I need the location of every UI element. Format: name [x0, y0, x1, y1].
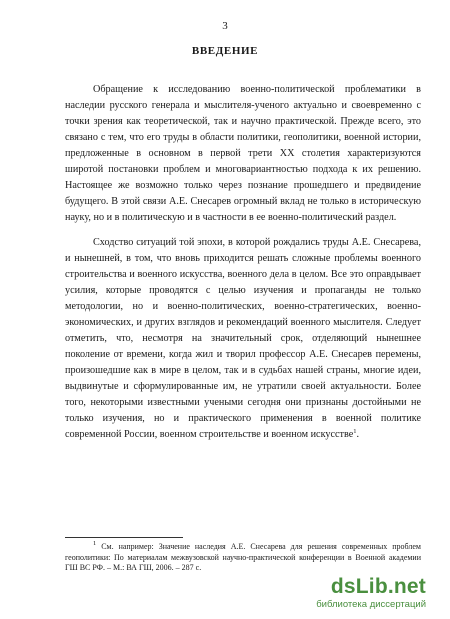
footnote-marker: 1 [93, 540, 97, 547]
paragraph-text: Сходство ситуаций той эпохи, в которой рождались труды А.Е. Снесарева, и нынешней, в том, что вновь приходится решать сложные проблемы военного строительства и военного искусства, военного дела в целом. Все это оправдывает усилия, которые проводятся с целью изучения и пропаганды не только методологии, но и военно-политических, военно-стратегических, военно-экономических, и других взглядов и рекомендаций военного мыслителя. Следует отметить, что, несмотря на значительный срок, отделяющий нынешнее поколение от времени, когда жил и творил профессор А.Е. Снесарев перемены, произошедшие как в мире в целом, так и в судьбах нашей страны, многие идеи, выдвинутые и сформулированные им, не утратили своей актуальности. Более того, некоторыми известными учеными сегодня они признаны достойными не только изучения, но и практического применения в военной политике современной России, военном строительстве и военном искусстве [65, 237, 421, 440]
paragraph: Обращение к исследованию военно-политической проблематики в наследии русского генерала и мыслителя-ученого актуально и своевременно с точки зрения как теоретической, так и научно практической. Прежде всего, это связано с тем, что его труды в области политики, геополитики, военной истории, предложенные в основном в первой трети XX столетия характеризуются широтой постановки проблем и многовариантностью подхода к их решению. Настоящее же возможно только через познание прошедшего и предвидение будущего. В этой связи А.Е. Снесарев огромный вклад не только в историческую науку, но и в политическую и в частности в ее военно-политический раздел. [65, 84, 421, 223]
footnote-reference[interactable]: 1 [353, 428, 357, 435]
watermark [278, 575, 426, 611]
watermark-logo: dsLib.net [330, 575, 426, 598]
footnote-divider [65, 537, 183, 538]
footnote [65, 542, 421, 574]
footnote-text: См. например: Значение наследия А.Е. Снесарева для решения современных проблем геополитики: По материалам межвузовской научно-практической конференции в Военной академии ГШ ВС РФ. – М.: ВА ГШ, 2006. – 287 с. [65, 542, 421, 572]
paragraph: Сходство ситуаций той эпохи, в которой рождались труды А.Е. Снесарева, и нынешней, в том, что вновь приходится решать сложные проблемы военного строительства и военного искусства, военного дела в целом. Все это оправдывает усилия, которые проводятся с целью изучения и пропаганды не только методологии, но и военно-политических, военно-стратегических, военно-экономических, и других взглядов и рекомендаций военного мыслителя. Следует отметить, что, несмотря на значительный срок, отделяющий нынешнее поколение от времени, когда жил и творил профессор А.Е. Снесарев перемены, произошедшие как в мире в целом, так и в судьбах нашей страны, многие идеи, выдвинутые и сформулированные им, не утратили своей актуальности. Более того, некоторыми известными учеными сегодня они признаны достойными не только изучения, но и практического применения в военной политике современной России, военном строительстве и военном искусстве$^1$. [65, 237, 421, 440]
watermark-subtitle: библиотека диссертаций [316, 599, 426, 610]
page-title: ВВЕДЕНИЕ [191, 45, 259, 57]
body-text [65, 82, 421, 443]
page-number: 3 [222, 20, 228, 32]
